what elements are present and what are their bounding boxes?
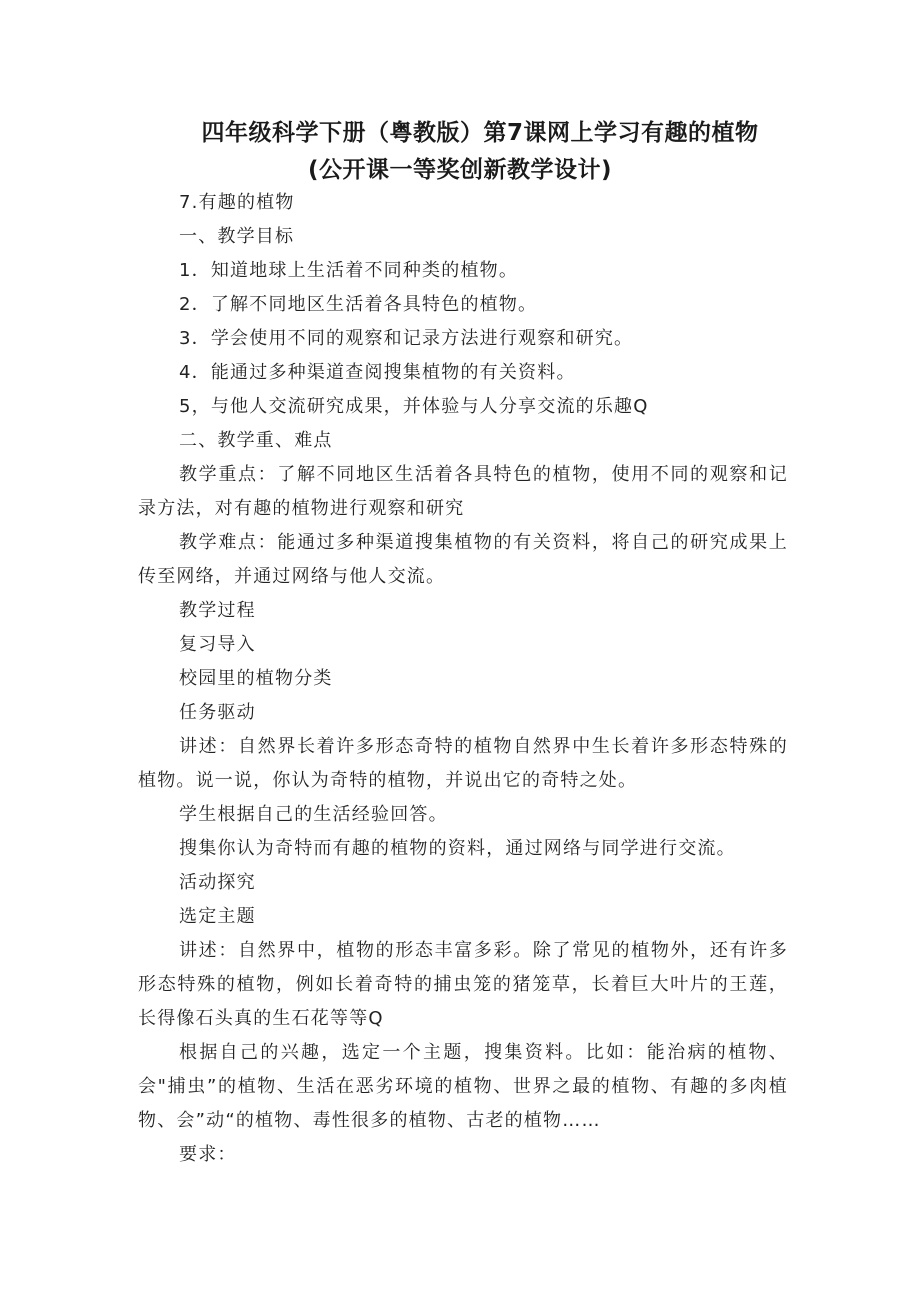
section-heading-key-points: 二、教学重、难点: [179, 430, 333, 451]
document-title-line-1: 四年级科学下册（粤教版）第7课网上学习有趣的植物: [201, 120, 759, 146]
lesson-heading: 7.有趣的植物: [179, 192, 295, 213]
difficulty-paragraph: 教学难点：能通过多种渠道搜集植物的有关资料，将自己的研究成果上传至网络，并通过网络与他人交流。: [138, 532, 788, 587]
student-answer-paragraph: 学生根据自己的生活经验回答。: [179, 804, 448, 825]
subheading-task: 任务驱动: [179, 702, 256, 723]
subheading-classification: 校园里的植物分类: [179, 668, 333, 689]
collect-info-paragraph: 搜集你认为奇特而有趣的植物的资料，通过网络与同学进行交流。: [179, 838, 736, 859]
requirements-label: 要求：: [179, 1144, 237, 1165]
objective-item-2: 2．了解不同地区生活着各具特色的植物。: [179, 294, 538, 315]
topic-choice-paragraph: 根据自己的兴趣，选定一个主题，搜集资料。比如：能治病的植物、会"捕虫”的植物、生活在恶劣环境的植物、世界之最的植物、有趣的多肉植物、会”动“的植物、毒性很多的植物、古老的植物……: [138, 1042, 788, 1131]
document-title-line-2: (公开课一等奖创新教学设计): [307, 157, 613, 183]
key-point-paragraph: 教学重点：了解不同地区生活着各具特色的植物，使用不同的观察和记录方法，对有趣的植物进行观察和研究: [138, 464, 788, 519]
narration-paragraph-2: 讲述：自然界中，植物的形态丰富多彩。除了常见的植物外，还有许多形态特殊的植物，例如长着奇特的捕虫笼的猪笼草，长着巨大叶片的王莲，长得像石头真的生石花等等Q: [138, 940, 788, 1029]
section-heading-process: 教学过程: [179, 600, 256, 621]
subheading-topic: 选定主题: [179, 906, 256, 927]
subheading-review: 复习导入: [179, 634, 256, 655]
section-heading-objectives: 一、教学目标: [179, 226, 295, 247]
objective-item-4: 4．能通过多种渠道查阅搜集植物的有关资料。: [179, 362, 576, 383]
document-body: [138, 186, 788, 1172]
objective-item-1: 1．知道地球上生活着不同种类的植物。: [179, 260, 519, 281]
narration-paragraph-1: 讲述：自然界长着许多形态奇特的植物自然界中生长着许多形态特殊的植物。说一说，你认为奇特的植物，并说出它的奇特之处。: [138, 736, 788, 791]
subheading-activity: 活动探究: [179, 872, 256, 893]
objective-item-5: 5，与他人交流研究成果，并体验与人分享交流的乐趣Q: [179, 396, 649, 417]
objective-item-3: 3．学会使用不同的观察和记录方法进行观察和研究。: [179, 328, 634, 349]
